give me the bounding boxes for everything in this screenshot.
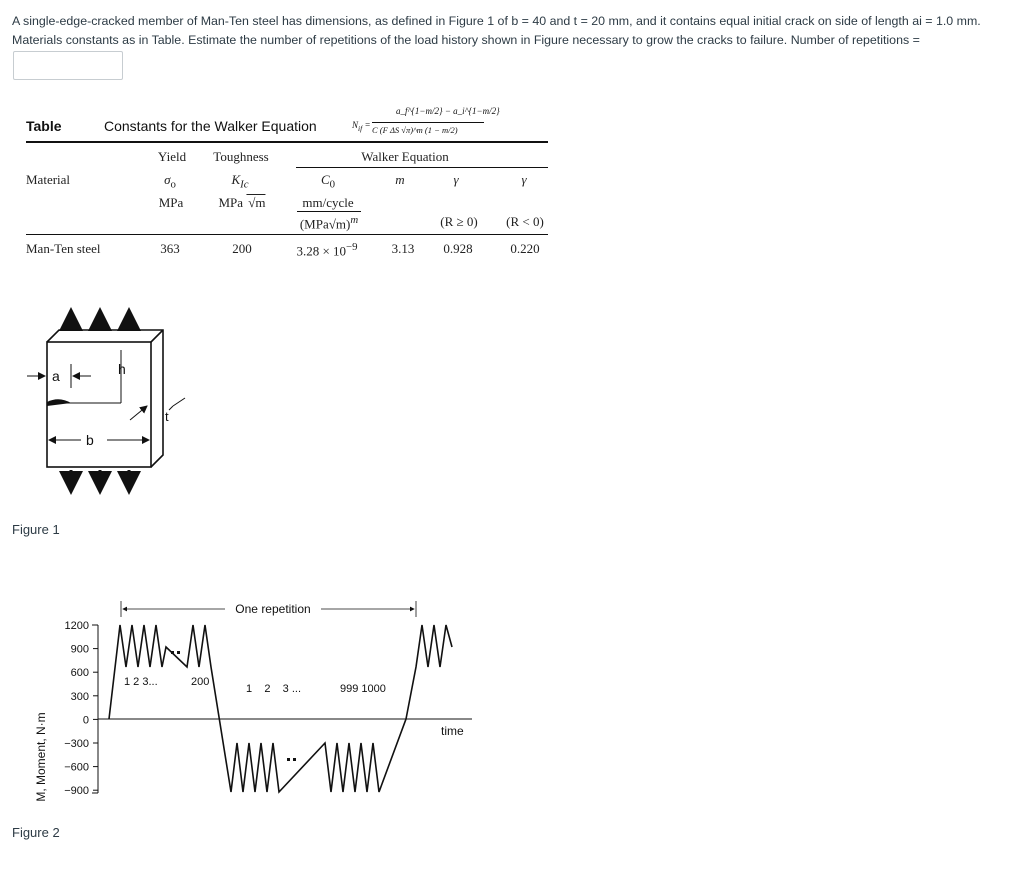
unit-c0-line1: mm/cycle <box>302 195 354 210</box>
header-k: $K_{Ic}$ <box>231 172 249 191</box>
row-gamma-2: 0.220 <box>510 241 540 256</box>
unit-k: MPa √m <box>218 195 266 210</box>
y-tick-label: 1200 <box>64 620 89 632</box>
y-axis <box>92 625 98 793</box>
unit-gamma-1: (R ≥ 0) <box>440 214 478 229</box>
figure2-load-history <box>25 595 495 810</box>
y-tick-label: 300 <box>70 690 89 703</box>
load-history-line <box>109 625 452 792</box>
header-walker: Walker Equation <box>361 149 449 164</box>
dimension-t <box>130 398 185 420</box>
y-tick-label: −300 <box>64 738 89 750</box>
header-m: m <box>395 172 405 187</box>
row-c0: $3.28 \times 10^{-9}$ <box>296 241 358 259</box>
row-yield: 363 <box>160 241 180 256</box>
header-c0: $C_0$ <box>320 172 336 191</box>
header-yield: Yield <box>157 149 187 164</box>
label-t: t <box>165 409 169 424</box>
header-gamma-1: γ <box>453 172 459 187</box>
unit-c0-line2: $(MPa√m)^m$ <box>299 214 359 232</box>
header-sigma: $\sigma_o$ <box>164 172 176 191</box>
row-material: Man-Ten steel <box>26 241 101 256</box>
figure1-caption: Figure 1 <box>12 522 60 537</box>
unit-sigma: MPa <box>158 195 184 210</box>
y-tick-label: −900 <box>64 785 89 798</box>
label-b: b <box>86 432 94 448</box>
table-top-rule <box>26 141 548 143</box>
header-gamma-2: γ <box>521 172 527 187</box>
formula-fraction-bar <box>372 122 484 123</box>
row-toughness: 200 <box>232 241 252 256</box>
table-title: Constants for the Walker Equation <box>104 118 317 134</box>
row-m: 3.13 <box>391 241 415 256</box>
y-tick-label: 0 <box>82 714 89 727</box>
formula-denominator: C (F ΔS √π)^m (1 − m/2) <box>372 125 458 135</box>
repetition-label: One repetition <box>235 602 311 616</box>
unit-gamma-2: (R < 0) <box>506 214 544 229</box>
load-arrows-top <box>71 310 129 330</box>
upper-count-end: 200 <box>191 676 210 688</box>
y-tick-label: −600 <box>64 761 89 774</box>
table-label: Table <box>26 118 62 134</box>
lower-count-label: 1 2 3 ... <box>246 683 302 695</box>
x-axis-title: time <box>441 724 464 738</box>
formula-lhs: $N_{if}$ = <box>352 120 371 133</box>
y-tick-label: 600 <box>70 667 89 680</box>
y-ticks <box>64 620 98 797</box>
row-gamma-1: 0.928 <box>443 241 473 256</box>
figure2-caption: Figure 2 <box>12 825 60 840</box>
header-material: Material <box>26 172 71 187</box>
upper-count-label: 1 2 3... <box>124 676 158 688</box>
unit-c0-divider <box>297 211 361 212</box>
load-arrows-bottom <box>71 470 129 492</box>
y-axis-title: M, Moment, N·m <box>34 712 48 802</box>
y-tick-label: 900 <box>70 643 89 656</box>
table-header-rule <box>26 234 548 235</box>
header-toughness: Toughness <box>213 149 269 164</box>
continuation-dots <box>171 651 296 761</box>
label-a: a <box>52 368 60 384</box>
specimen-body <box>47 330 163 467</box>
answer-input[interactable] <box>13 51 123 80</box>
lower-count-end: 999 1000 <box>340 683 386 695</box>
formula-numerator: a_f^{1−m/2} − a_i^{1−m/2} <box>396 106 500 116</box>
label-h: h <box>118 361 126 377</box>
question-text: A single-edge-cracked member of Man-Ten steel has dimensions, as defined in Figure 1 of b = 40 and t = 20 mm, and it contains equal initial crack on side of length ai = 1.0 mm. Materials constants as in Table. Estimate the number of repetitions of the load history shown in Figure necessary to grow the cracks to failure. Number of repetitions = <box>12 14 981 47</box>
figure1-specimen <box>25 290 195 505</box>
walker-group-rule <box>296 167 548 168</box>
